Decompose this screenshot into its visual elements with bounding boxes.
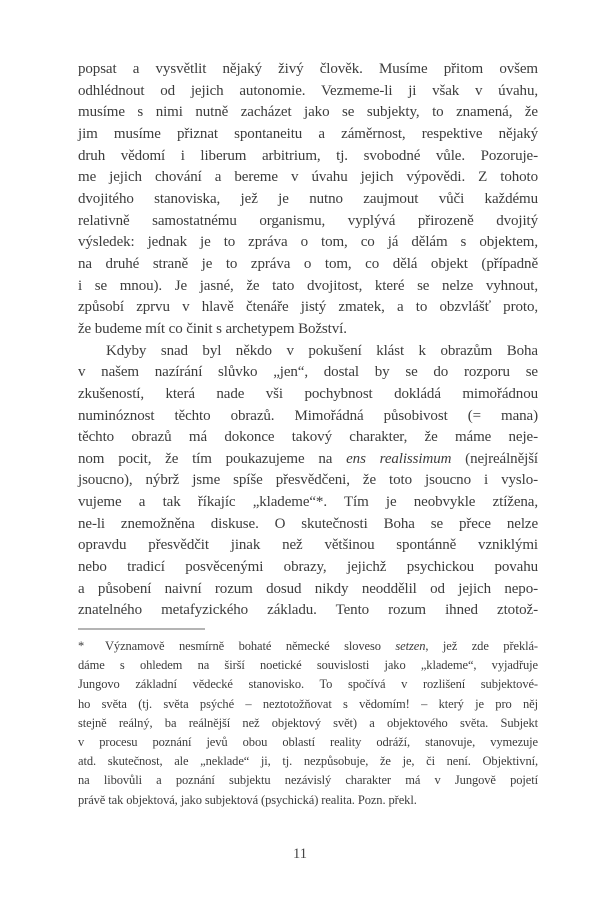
footnote-line: stejně reálný, ba reálnější než objektový svět) a objektového světa. Subjekt <box>78 715 538 730</box>
footnote-marker: * <box>78 639 85 653</box>
text-line: nebo tradicí posvěcenými obrazy, jejichž psychickou povahu <box>78 559 538 576</box>
text-line: nom pocit, že tím poukazujeme na ens realissimum (nejreálnější <box>78 450 539 467</box>
footnote-line: atd. skutečnost, ale „neklade“ ji, tj. nezpůsobuje, že je, či není. Objektivní, <box>78 754 538 769</box>
main-text <box>78 59 538 622</box>
text-line: druh vědomí i liberum arbitrium, tj. svobodné vůle. Pozoruje- <box>78 147 538 164</box>
footnote-line: Jungovo základní vědecké stanovisko. To spočívá v rozlišení subjektové- <box>78 677 538 692</box>
text-line: ne-li znemožněna diskuse. O skutečnosti Boha se přece nelze <box>78 515 538 532</box>
footnote-line: právě tak objektová, jako subjektová (psychická) realita. Pozn. překl. <box>78 792 417 807</box>
footnote-line: na libovůli a poznání subjektu nezávislý charakter má v Jungově pojetí <box>78 773 538 788</box>
text-line: jim musíme přiznat spontaneitu a záměrnost, respektive nějaký <box>78 125 538 142</box>
text-line: musíme s nimi nutně zacházet jako se subjekty, to znamená, že <box>78 104 538 121</box>
text-line: i se mnou). Je jasné, že tato dvojitost, které se nelze vyhnout, <box>78 277 538 294</box>
page-number: 11 <box>293 846 307 862</box>
text-line: v našem nazírání slůvko „jen“, dostal by se do rozporu se <box>78 364 538 381</box>
text-line: těchto obrazů má dokonce takový charakter, že máme neje- <box>78 429 538 446</box>
text-line: numinóznost těchto obrazů. Mimořádná působivost (= mana) <box>78 407 538 424</box>
text-line: výsledek: jednak je to zpráva o tom, co já dělám s objektem, <box>78 234 538 251</box>
text-line: jsoucno), nýbrž jsme spíše přesvědčeni, že toto jsoucno i vyslo- <box>78 472 538 489</box>
footnote-line: dáme s ohledem na širší noetické souvislosti jako „klademe“, vyjadřuje <box>78 658 538 673</box>
text-line: me jejich chování a bereme v úvahu jejich výpovědi. Z tohoto <box>78 169 538 186</box>
text-line: vujeme a tak říkajíc „klademe“*. Tím je neobvykle ztížena, <box>78 494 538 511</box>
footnote-line: * Významově nesmírně bohaté německé sloveso setzen, jež zde překlá- <box>78 637 538 656</box>
footnote-line: ho světa (tj. světa psýché – neztotožňovat s vědomím! – který je pro něj <box>78 696 538 711</box>
footnote-text <box>78 637 538 810</box>
footnote-line: v procesu poznání jevů obou oblastí reality odráží, stanovuje, vymezuje <box>78 735 538 750</box>
paragraph <box>78 59 538 341</box>
text-line: opravdu přesvědčit jinak než většinou spontánně vzniklými <box>78 537 538 554</box>
text-line: Kdyby snad byl někdo v pokušení klást k obrazům Boha <box>106 342 538 359</box>
text-line: znatelného metafyzického základu. Tento rozum ihned ztotož- <box>78 602 538 619</box>
text-line: že budeme mít co činit s archetypem Božství. <box>78 320 347 337</box>
footnote-divider <box>78 628 205 630</box>
text-line: způsobí zprvu v hlavě čtenáře jistý zmatek, a to obzvlášť proto, <box>78 299 538 316</box>
text-line: odhlédnout od jejich autonomie. Vezmeme-li ji však v úvahu, <box>78 82 538 99</box>
text-line: na druhé straně je to zpráva o tom, co dělá objekt (případně <box>78 255 538 272</box>
paragraph <box>78 341 538 623</box>
text-line: zkušeností, která nade vši pochybnost dokládá mimořádnou <box>78 385 538 402</box>
paragraph <box>78 637 538 810</box>
text-line: a působení naivní rozum dosud nikdy neoddělil od jejich nepo- <box>78 580 538 597</box>
text-line: popsat a vysvětlit nějaký živý člověk. Musíme přitom ovšem <box>78 61 538 77</box>
text-line: relativně samostatnému organismu, vyplývá přirozeně dvojitý <box>78 212 538 229</box>
text-line: dvojitého stanoviska, jež je nutno zaujmout vůči každému <box>78 190 538 207</box>
